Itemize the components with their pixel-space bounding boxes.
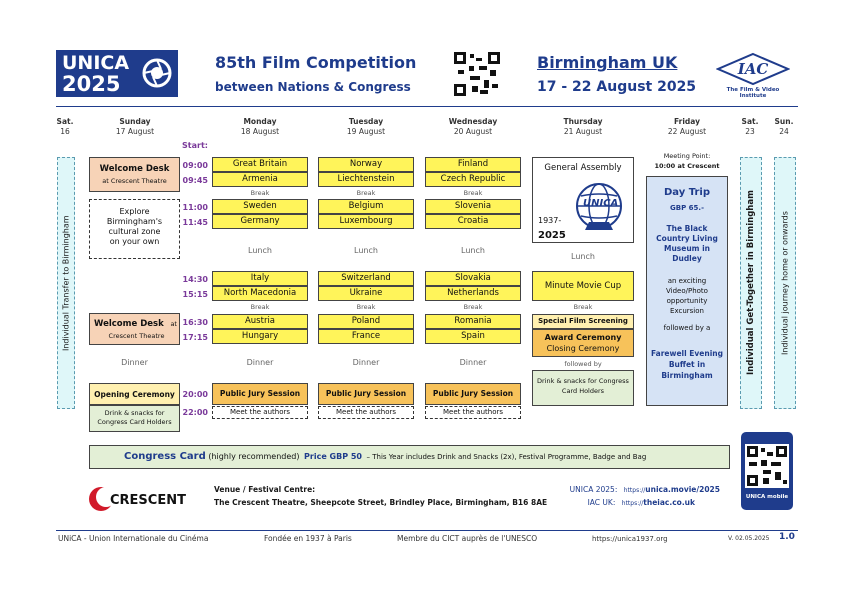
iac-link-row: IAC UK: https://theiac.co.uk <box>587 498 695 507</box>
session-monday-1: Great Britain <box>212 157 308 172</box>
footer-org: UNiCA - Union Internationale du Cinéma <box>58 534 209 543</box>
break-thursday: Break <box>573 303 593 311</box>
lunch-tuesday: Lunch <box>354 246 378 255</box>
footer-url[interactable]: https://unica1937.org <box>592 535 668 543</box>
city-title: Birmingham UK <box>537 53 678 72</box>
time-start: Start: <box>182 141 208 150</box>
header-divider <box>56 106 798 107</box>
day-sunday: Sunday 17 August <box>115 117 155 136</box>
transfer-bar: Individual Transfer to Birmingham <box>57 157 75 409</box>
followed-by-thursday: followed by <box>564 360 602 368</box>
qr-code-icon <box>745 444 789 488</box>
footer-version: 1.0 <box>779 532 795 542</box>
session-tuesday-2: Liechtenstein <box>318 172 414 187</box>
session-tuesday-7: Poland <box>318 314 414 329</box>
time-2200: 22:00 <box>182 408 208 417</box>
session-wednesday-6: Netherlands <box>425 286 521 301</box>
explore-birmingham: Explore Birmingham's cultural zone on your own <box>89 199 180 259</box>
iac-link[interactable]: theiac.co.uk <box>643 498 695 507</box>
time-1145: 11:45 <box>182 218 208 227</box>
time-1515: 15:15 <box>182 290 208 299</box>
break-monday-2: Break <box>250 303 270 311</box>
sunday-drinks: Drink & snacks for Congress Card Holders <box>89 405 180 432</box>
footer-divider <box>56 530 798 531</box>
unica-link-row: UNICA 2025: https://unica.movie/2025 <box>569 485 720 494</box>
day-wednesday: Wednesday 20 August <box>448 117 498 136</box>
day-sat-16: Sat. 16 <box>56 117 74 136</box>
event-dates: 17 - 22 August 2025 <box>537 79 697 95</box>
session-monday-2: Armenia <box>212 172 308 187</box>
jury-tuesday: Public Jury Session <box>318 383 414 405</box>
venue-heading: Venue / Festival Centre: <box>214 485 316 494</box>
camera-shutter-icon <box>142 58 172 88</box>
time-1430: 14:30 <box>182 275 208 284</box>
minute-movie-cup: Minute Movie Cup <box>532 271 634 301</box>
unica-mobile-qr[interactable]: UNICA mobile <box>741 432 793 510</box>
session-monday-4: Germany <box>212 214 308 229</box>
gettogether-bar: Individual Get-Together in Birmingham <box>740 157 762 409</box>
time-1715: 17:15 <box>182 333 208 342</box>
logo-year: 2025 <box>62 72 121 96</box>
session-wednesday-5: Slovakia <box>425 271 521 286</box>
footer-founded: Fondée en 1937 à Paris <box>264 534 352 543</box>
qr-code-icon[interactable] <box>454 52 500 96</box>
day-friday: Friday 22 August <box>667 117 707 136</box>
meet-monday: Meet the authors <box>212 406 308 419</box>
session-tuesday-4: Luxembourg <box>318 214 414 229</box>
day-tuesday: Tuesday 19 August <box>346 117 386 136</box>
session-monday-7: Austria <box>212 314 308 329</box>
dinner-monday: Dinner <box>246 358 274 367</box>
day-sat-23: Sat. 23 <box>741 117 759 136</box>
special-screening: Special Film Screening <box>532 314 634 329</box>
iac-caption: The Film & Video Institute <box>726 87 780 99</box>
opening-ceremony: Opening Ceremony <box>89 383 180 405</box>
session-monday-6: North Macedonia <box>212 286 308 301</box>
jury-monday: Public Jury Session <box>212 383 308 405</box>
day-monday: Monday 18 August <box>240 117 280 136</box>
time-1630: 16:30 <box>182 318 208 327</box>
general-assembly: General Assembly UNICA 1937- 2025 <box>532 157 634 243</box>
unica-link[interactable]: unica.movie/2025 <box>645 485 720 494</box>
session-tuesday-5: Switzerland <box>318 271 414 286</box>
day-trip: Day Trip GBP 65.- The Black Country Living Museum in Dudley an exciting Video/Photo opportunity Excursion followed by a Farewell Evening Buffet in Birmingham <box>646 176 728 406</box>
congress-card-bar: Congress Card (highly recommended) Price GBP 50 – This Year includes Drink and Snacks (2x), Festival Programme, Badge and Bag <box>89 445 730 469</box>
lunch-monday: Lunch <box>248 246 272 255</box>
welcome-desk-afternoon: Welcome Desk at Crescent Theatre <box>89 313 180 345</box>
session-tuesday-3: Belgium <box>318 199 414 214</box>
footer-version-date: V. 02.05.2025 <box>728 535 770 542</box>
session-wednesday-1: Finland <box>425 157 521 172</box>
session-wednesday-2: Czech Republic <box>425 172 521 187</box>
session-tuesday-6: Ukraine <box>318 286 414 301</box>
meet-wednesday: Meet the authors <box>425 406 521 419</box>
meet-tuesday: Meet the authors <box>318 406 414 419</box>
session-monday-5: Italy <box>212 271 308 286</box>
footer-member: Membre du CICT auprès de l'UNESCO <box>397 534 538 543</box>
break-tuesday-1: Break <box>356 189 376 197</box>
seal-text: UNICA <box>583 198 619 209</box>
dinner-wednesday: Dinner <box>459 358 487 367</box>
award-ceremony: Award Ceremony Closing Ceremony <box>532 329 634 357</box>
session-tuesday-1: Norway <box>318 157 414 172</box>
session-wednesday-7: Romania <box>425 314 521 329</box>
crescent-logo: CRESCENT <box>88 486 198 514</box>
welcome-desk-morning: Welcome Desk at Crescent Theatre <box>89 157 180 192</box>
lunch-wednesday: Lunch <box>461 246 485 255</box>
time-2000: 20:00 <box>182 390 208 399</box>
meeting-point: Meeting Point: 10:00 at Crescent <box>654 152 720 170</box>
session-wednesday-4: Croatia <box>425 214 521 229</box>
jury-wednesday: Public Jury Session <box>425 383 521 405</box>
page-title: 85th Film Competition <box>215 53 417 72</box>
break-monday-1: Break <box>250 189 270 197</box>
page-subtitle: between Nations & Congress <box>215 80 411 94</box>
time-0945: 09:45 <box>182 176 208 185</box>
session-monday-8: Hungary <box>212 329 308 344</box>
logo-text: UNICA <box>62 52 130 74</box>
session-tuesday-8: France <box>318 329 414 344</box>
day-sun-24: Sun. 24 <box>774 117 794 136</box>
iac-logo-text: IAC <box>737 60 769 78</box>
day-thursday: Thursday 21 August <box>563 117 603 136</box>
dinner-tuesday: Dinner <box>352 358 380 367</box>
thursday-drinks: Drink & snacks for Congress Card Holders <box>532 370 634 406</box>
break-wednesday-1: Break <box>463 189 483 197</box>
journey-bar: Individual journey home or onwards <box>774 157 796 409</box>
unica-logo <box>56 50 178 97</box>
break-wednesday-2: Break <box>463 303 483 311</box>
session-wednesday-8: Spain <box>425 329 521 344</box>
session-wednesday-3: Slovenia <box>425 199 521 214</box>
time-0900: 09:00 <box>182 161 208 170</box>
venue-address: The Crescent Theatre, Sheepcote Street, Brindley Place, Birmingham, B16 8AE <box>214 498 548 507</box>
break-tuesday-2: Break <box>356 303 376 311</box>
sunday-dinner: Dinner <box>121 358 148 367</box>
session-monday-3: Sweden <box>212 199 308 214</box>
iac-logo <box>716 52 790 99</box>
time-1100: 11:00 <box>182 203 208 212</box>
lunch-thursday: Lunch <box>571 252 595 261</box>
